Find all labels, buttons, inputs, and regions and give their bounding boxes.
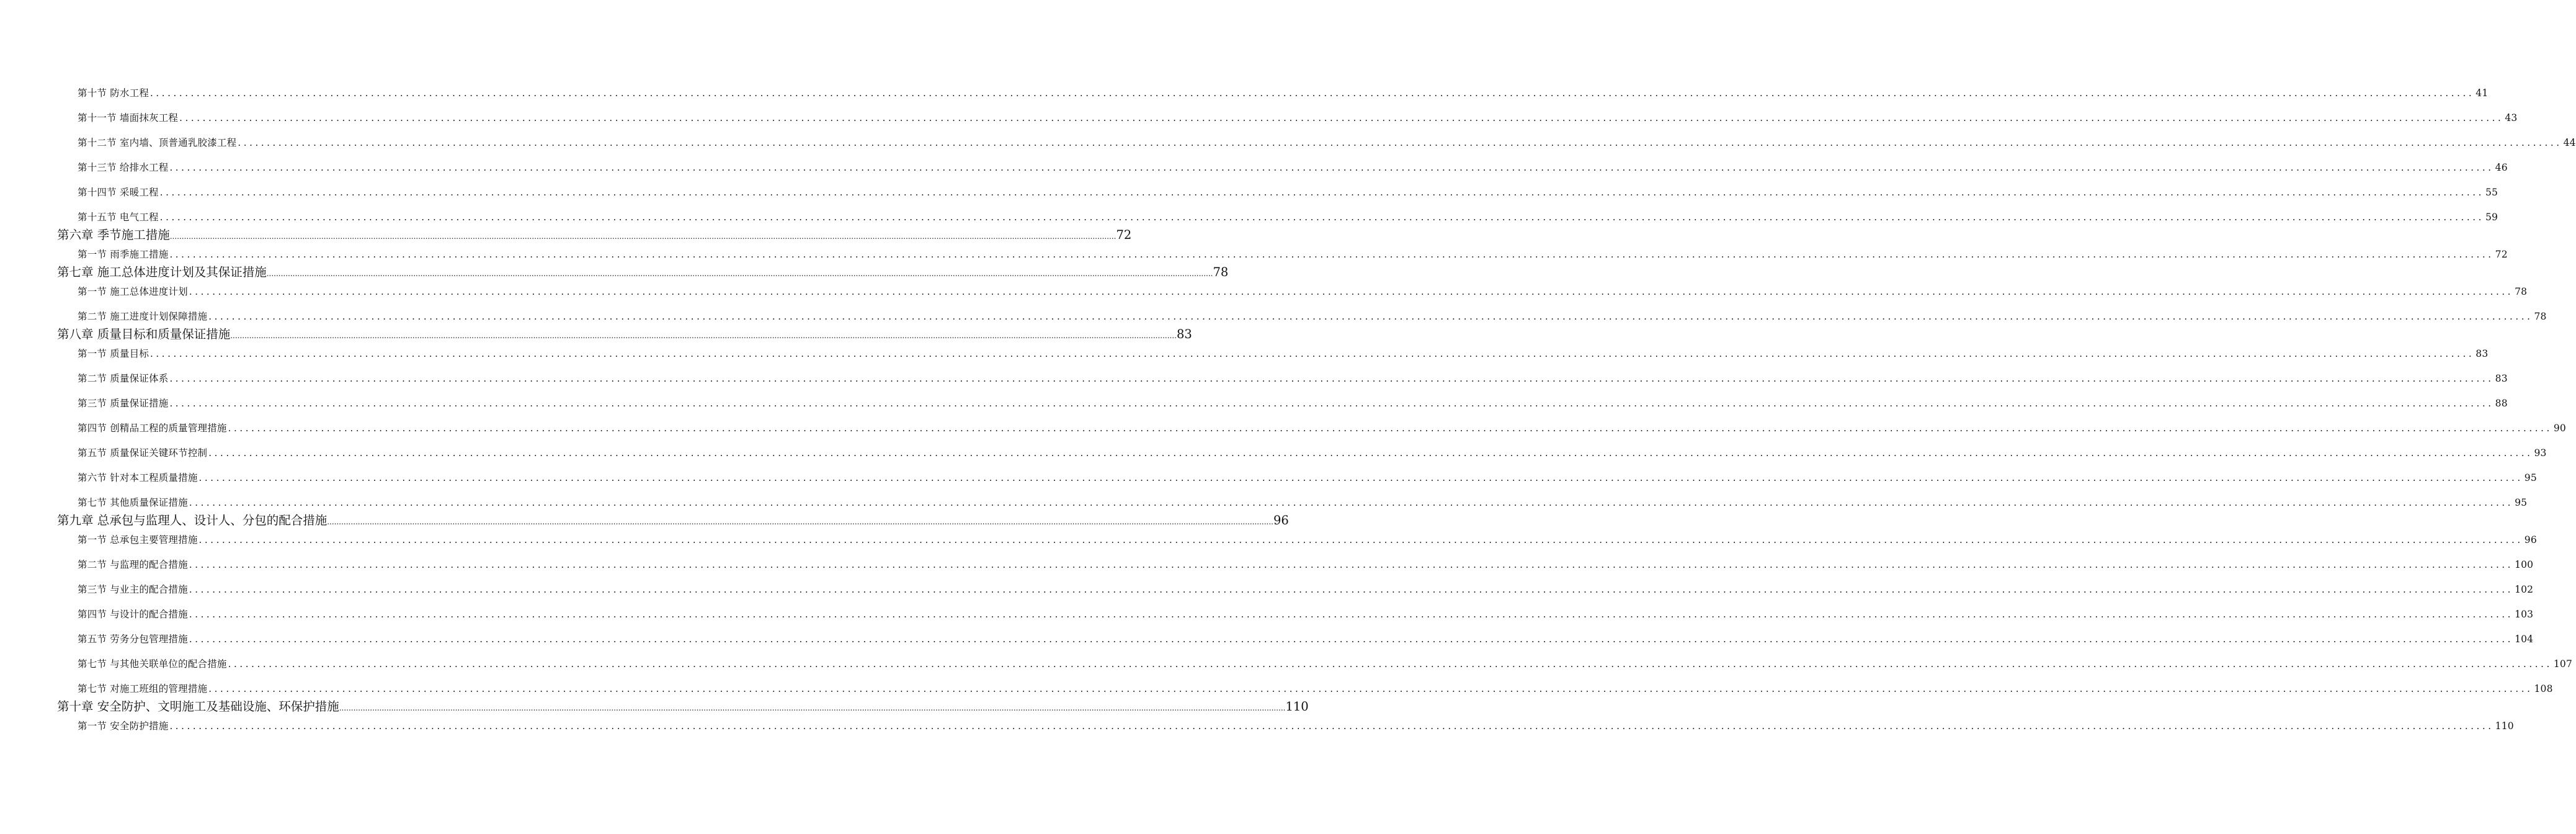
toc-entry-title: 第六节 针对本工程质量措施 — [78, 472, 198, 483]
toc-page-number: 100 — [2515, 559, 2534, 570]
toc-page-number: 104 — [2515, 634, 2534, 645]
toc-chapter-entry[interactable] — [57, 262, 1229, 280]
toc-entry-title: 第四节 与设计的配合措施 — [78, 609, 188, 620]
toc-section-entry[interactable] — [78, 309, 2547, 323]
toc-chapter-entry[interactable] — [57, 325, 1192, 342]
toc-section-entry[interactable] — [78, 632, 2534, 645]
toc-section-entry[interactable] — [78, 446, 2547, 459]
toc-dot-leader: ................................................................................................................................................................................................................................................................................................................................................................................................................ — [208, 447, 2533, 459]
toc-entry-title: 第一节 总承包主要管理措施 — [78, 534, 198, 545]
toc-section-entry[interactable] — [78, 421, 2566, 434]
toc-entry-title: 第七节 对施工班组的管理措施 — [78, 683, 208, 694]
toc-section-entry[interactable] — [78, 582, 2534, 596]
toc-entry-title: 第四节 创精品工程的质量管理措施 — [78, 423, 227, 434]
toc-dot-leader: ................................................................................................................................................................................................................................................................................................................................................................................................................ — [159, 187, 2484, 198]
toc-dot-leader: ................................................................................................................................................................................................................................................................................................................................................................................................................ — [238, 137, 2562, 148]
toc-entry-title: 第三节 与业主的配合措施 — [78, 584, 188, 595]
toc-entry-title: 第十二节 室内墙、顶普通乳胶漆工程 — [78, 137, 237, 148]
toc-dot-leader: ................................................................................................................................................................................................................................................................................................................................................................................................................ — [189, 559, 2514, 570]
toc-section-entry[interactable] — [78, 185, 2498, 199]
toc-section-entry[interactable] — [78, 681, 2553, 695]
toc-entry-title: 第十节 防水工程 — [78, 87, 149, 99]
toc-section-entry[interactable] — [78, 346, 2489, 360]
toc-page-number: 46 — [2495, 162, 2508, 173]
toc-page-number: 102 — [2515, 584, 2534, 595]
toc-entry-title: 第二节 施工进度计划保障措施 — [78, 311, 208, 322]
toc-page-number: 83 — [2476, 348, 2489, 359]
toc-entry-title: 第二节 与监理的配合措施 — [78, 559, 188, 570]
toc-dot-leader: ................................................................................................................................................................................................................................................................................................................................................................................................................ — [266, 269, 1213, 278]
toc-section-entry[interactable] — [78, 86, 2489, 99]
toc-dot-leader: ................................................................................................................................................................................................................................................................................................................................................................................................................ — [189, 497, 2514, 508]
toc-page-number: 96 — [2524, 534, 2537, 545]
toc-page-number: 59 — [2485, 212, 2498, 223]
toc-page-number: 78 — [2515, 286, 2528, 297]
toc-section-entry[interactable] — [78, 470, 2537, 484]
toc-page-number: 44 — [2563, 137, 2576, 148]
toc-entry-title: 第七节 与其他关联单位的配合措施 — [78, 658, 227, 670]
toc-entry-title: 第五节 劳务分包管理措施 — [78, 634, 188, 645]
toc-page-number: 95 — [2524, 472, 2537, 483]
toc-entry-title: 第七节 其他质量保证措施 — [78, 497, 188, 508]
toc-dot-leader: ................................................................................................................................................................................................................................................................................................................................................................................................................ — [208, 683, 2533, 694]
toc-page-number: 96 — [1273, 513, 1289, 527]
toc-dot-leader: ................................................................................................................................................................................................................................................................................................................................................................................................................ — [150, 348, 2475, 359]
toc-dot-leader: ................................................................................................................................................................................................................................................................................................................................................................................................................ — [339, 704, 1286, 712]
toc-entry-title: 第十三节 给排水工程 — [78, 162, 169, 173]
toc-entry-title: 第九章 总承包与监理人、设计人、分包的配合措施 — [57, 513, 328, 527]
toc-section-entry[interactable] — [78, 719, 2514, 732]
toc-entry-title: 第七章 施工总体进度计划及其保证措施 — [57, 265, 267, 279]
toc-dot-leader: ................................................................................................................................................................................................................................................................................................................................................................................................................ — [230, 331, 1177, 340]
toc-entry-title: 第一节 质量目标 — [78, 348, 149, 359]
toc-section-entry[interactable] — [78, 495, 2528, 509]
toc-page-number: 90 — [2553, 423, 2566, 434]
toc-section-entry[interactable] — [78, 396, 2508, 410]
toc-section-entry[interactable] — [78, 371, 2508, 385]
toc-page-number: 110 — [2495, 720, 2514, 732]
toc-section-entry[interactable] — [78, 284, 2528, 298]
toc-entry-title: 第十四节 采暖工程 — [78, 187, 159, 198]
toc-page-number: 83 — [1176, 327, 1192, 341]
toc-dot-leader: ................................................................................................................................................................................................................................................................................................................................................................................................................ — [228, 423, 2552, 434]
toc-page-number: 107 — [2553, 658, 2573, 670]
toc-chapter-entry[interactable] — [57, 697, 1309, 714]
toc-page-number: 103 — [2515, 609, 2534, 620]
toc-section-entry[interactable] — [78, 557, 2534, 571]
toc-entry-title: 第六章 季节施工措施 — [57, 228, 170, 242]
toc-entry-title: 第二节 质量保证体系 — [78, 373, 169, 384]
toc-section-entry[interactable] — [78, 607, 2534, 621]
toc-section-entry[interactable] — [78, 210, 2498, 223]
toc-dot-leader: ................................................................................................................................................................................................................................................................................................................................................................................................................ — [179, 112, 2504, 123]
toc-page-number: 88 — [2495, 398, 2508, 409]
toc-dot-leader: ................................................................................................................................................................................................................................................................................................................................................................................................................ — [169, 720, 2494, 732]
toc-page-number: 78 — [1213, 265, 1229, 279]
toc-dot-leader: ................................................................................................................................................................................................................................................................................................................................................................................................................ — [169, 162, 2494, 173]
toc-entry-title: 第十章 安全防护、文明施工及基础设施、环保护措施 — [57, 699, 339, 714]
toc-dot-leader: ................................................................................................................................................................................................................................................................................................................................................................................................................ — [189, 634, 2514, 645]
toc-dot-leader: ................................................................................................................................................................................................................................................................................................................................................................................................................ — [150, 87, 2475, 99]
toc-section-entry[interactable] — [78, 135, 2576, 149]
toc-page-number: 110 — [1285, 699, 1309, 714]
toc-page-number: 41 — [2476, 87, 2489, 99]
toc-entry-title: 第十一节 墙面抹灰工程 — [78, 112, 179, 123]
toc-dot-leader: ................................................................................................................................................................................................................................................................................................................................................................................................................ — [159, 212, 2484, 223]
toc-page-number: 55 — [2485, 187, 2498, 198]
toc-page-number: 95 — [2515, 497, 2528, 508]
toc-entry-title: 第一节 雨季施工措施 — [78, 249, 169, 260]
toc-chapter-entry[interactable] — [57, 511, 1289, 528]
toc-page-number: 93 — [2534, 447, 2547, 459]
toc-chapter-entry[interactable] — [57, 225, 1132, 243]
toc-section-entry[interactable] — [78, 160, 2508, 174]
toc-section-entry[interactable] — [78, 657, 2573, 670]
toc-page-number: 72 — [1116, 228, 1132, 242]
toc-entry-title: 第八章 质量目标和质量保证措施 — [57, 327, 231, 341]
toc-section-entry[interactable] — [78, 532, 2537, 546]
toc-page-number: 78 — [2534, 311, 2547, 322]
toc-dot-leader: ................................................................................................................................................................................................................................................................................................................................................................................................................ — [189, 609, 2514, 620]
toc-dot-leader: ................................................................................................................................................................................................................................................................................................................................................................................................................ — [189, 286, 2514, 297]
toc-entry-title: 第一节 安全防护措施 — [78, 720, 169, 732]
toc-dot-leader: ................................................................................................................................................................................................................................................................................................................................................................................................................ — [189, 584, 2514, 595]
toc-dot-leader: ................................................................................................................................................................................................................................................................................................................................................................................................................ — [169, 232, 1116, 241]
toc-entry-title: 第十五节 电气工程 — [78, 212, 159, 223]
toc-section-entry[interactable] — [78, 247, 2508, 261]
toc-page-number: 43 — [2505, 112, 2518, 123]
toc-dot-leader: ................................................................................................................................................................................................................................................................................................................................................................................................................ — [198, 472, 2523, 483]
toc-page-number: 72 — [2495, 249, 2508, 260]
toc-entry-title: 第五节 质量保证关键环节控制 — [78, 447, 208, 459]
toc-dot-leader: ................................................................................................................................................................................................................................................................................................................................................................................................................ — [327, 518, 1273, 526]
toc-dot-leader: ................................................................................................................................................................................................................................................................................................................................................................................................................ — [169, 249, 2494, 260]
toc-dot-leader: ................................................................................................................................................................................................................................................................................................................................................................................................................ — [208, 311, 2533, 322]
toc-page-number: 83 — [2495, 373, 2508, 384]
toc-dot-leader: ................................................................................................................................................................................................................................................................................................................................................................................................................ — [198, 534, 2523, 545]
toc-section-entry[interactable] — [78, 110, 2518, 124]
toc-entry-title: 第三节 质量保证措施 — [78, 398, 169, 409]
toc-dot-leader: ................................................................................................................................................................................................................................................................................................................................................................................................................ — [169, 373, 2494, 384]
toc-entry-title: 第一节 施工总体进度计划 — [78, 286, 188, 297]
toc-dot-leader: ................................................................................................................................................................................................................................................................................................................................................................................................................ — [228, 658, 2552, 670]
toc-page-number: 108 — [2534, 683, 2553, 694]
toc-dot-leader: ................................................................................................................................................................................................................................................................................................................................................................................................................ — [169, 398, 2494, 409]
